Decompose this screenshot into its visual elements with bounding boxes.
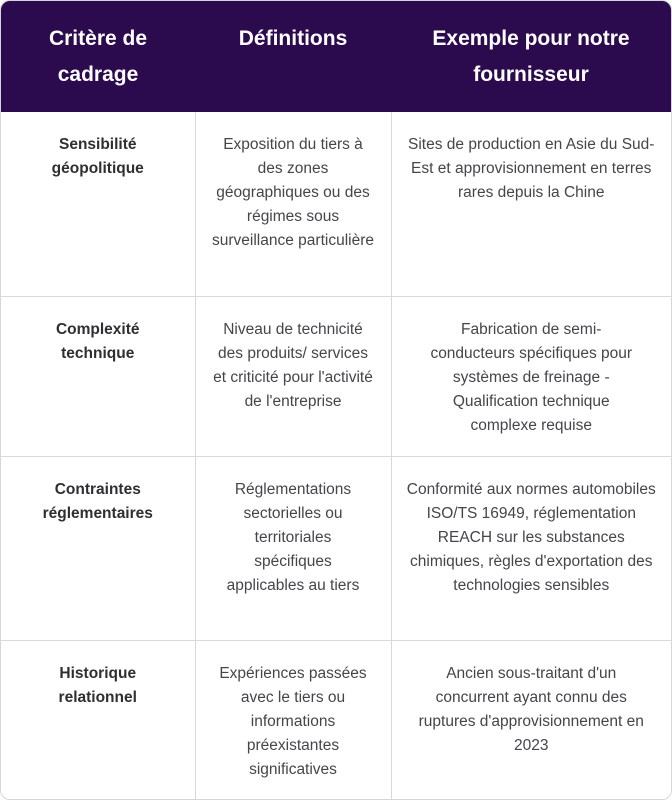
definition-cell: Niveau de technicité des produits/ services et criticité pour l'activité de l'entreprise xyxy=(195,296,391,456)
header-row xyxy=(1,1,671,112)
table-row xyxy=(1,296,671,456)
header-definitions: Définitions xyxy=(238,27,348,50)
criterion-cell: Contraintes réglementaires xyxy=(1,456,195,640)
example-cell: Sites de production en Asie du Sud-Est et approvisionnement en terres rares depuis la Chine xyxy=(391,112,671,296)
criterion-cell: Complexité technique xyxy=(1,296,195,456)
table-row xyxy=(1,456,671,640)
table-body xyxy=(1,112,671,800)
header-criterion: Critère de cadrage xyxy=(48,27,148,86)
table-header xyxy=(1,1,671,112)
definition-cell: Expériences passées avec le tiers ou informations préexistantes significatives xyxy=(195,640,391,800)
definition-cell: Exposition du tiers à des zones géographiques ou des régimes sous surveillance particulière xyxy=(195,112,391,296)
criterion-cell: Sensibilité géopolitique xyxy=(51,136,144,177)
table-row xyxy=(1,112,671,296)
criteria-table xyxy=(1,1,671,800)
criterion-cell: Historique relationnel xyxy=(1,640,195,800)
header-example: Exemple pour notre fournisseur xyxy=(432,27,630,86)
example-cell: Fabrication de semi-conducteurs spécifiques pour systèmes de freinage - Qualification technique complexe requise xyxy=(391,296,671,456)
example-cell: Ancien sous-traitant d'un concurrent ayant connu des ruptures d'approvisionnement en 2023 xyxy=(391,640,671,800)
definition-cell: Réglementations sectorielles ou territoriales spécifiques applicables au tiers xyxy=(195,456,391,640)
example-cell: Conformité aux normes automobiles ISO/TS 16949, réglementation REACH sur les substances chimiques, règles d'exportation des technologies sensibles xyxy=(391,456,671,640)
table-row xyxy=(1,640,671,800)
